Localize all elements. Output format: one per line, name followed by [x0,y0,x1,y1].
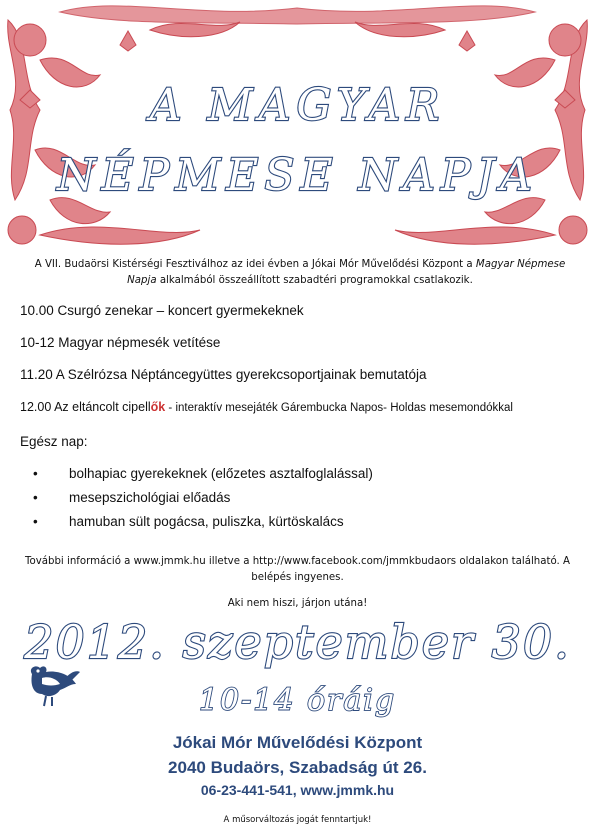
title-line-2: NÉPMESE NAPJA [57,150,538,201]
slogan: Aki nem hiszi, járjon utána! [227,598,368,609]
title-line-1: A MAGYAR [149,80,446,131]
intro-text [20,257,580,289]
allday-item [33,466,373,481]
program-item-3: 11.20 A Szélrózsa Néptáncegyüttes gyerekcsoportjainak bemutatója [20,367,427,382]
intro-before: A VII. Budaörsi Kistérségi Fesztiválhoz az idei évben a Jókai Mór Művelődési Központ a [34,259,476,270]
allday-item-label: hamuban sült pogácsa, puliszka, kürtöskalács [69,514,344,529]
footer-note: A műsorváltozás jogát fenntartjuk! [223,815,372,825]
allday-item-label: mesepszichológiai előadás [69,490,231,505]
allday-item [33,514,344,529]
program-item-4-b: - interaktív mesejáték Gárembucka Napos- Holdas mesemondókkal [165,402,513,414]
event-venue: Jókai Mór Művelődési Központ [172,733,423,752]
bullet-icon: • [33,466,38,481]
bullet-icon: • [33,490,38,505]
intro-after: alkalmából összeállított szabadtéri programokkal csatlakozik. [156,275,473,286]
allday-item-label: bolhapiac gyerekeknek (előzetes asztalfoglalással) [69,466,373,481]
program-item-1: 10.00 Csurgó zenekar – koncert gyermekeknek [20,303,304,318]
program-item-4 [20,400,513,414]
event-contact: 06-23-441-541, www.jmmk.hu [200,782,395,798]
event-date: 2012. szeptember 30. [24,615,571,669]
program-item-4-highlight: ők [150,400,166,414]
event-address: 2040 Budaörs, Szabadság út 26. [168,758,427,777]
intro-emphasis: Magyar Népmese Napja [127,259,566,286]
allday-heading: Egész nap: [20,434,88,449]
program-item-4-a: 12.00 Az eltáncolt cipell [20,400,151,414]
program-item-2: 10-12 Magyar népmesék vetítése [20,335,221,350]
info-text: További információ a www.jmmk.hu illetve a http://www.facebook.com/jmmkbudaors oldalakon található. A belépés ingyenes. [25,556,570,583]
allday-item [33,490,230,505]
event-time: 10-14 óráig [198,683,397,718]
bullet-icon: • [33,514,38,529]
